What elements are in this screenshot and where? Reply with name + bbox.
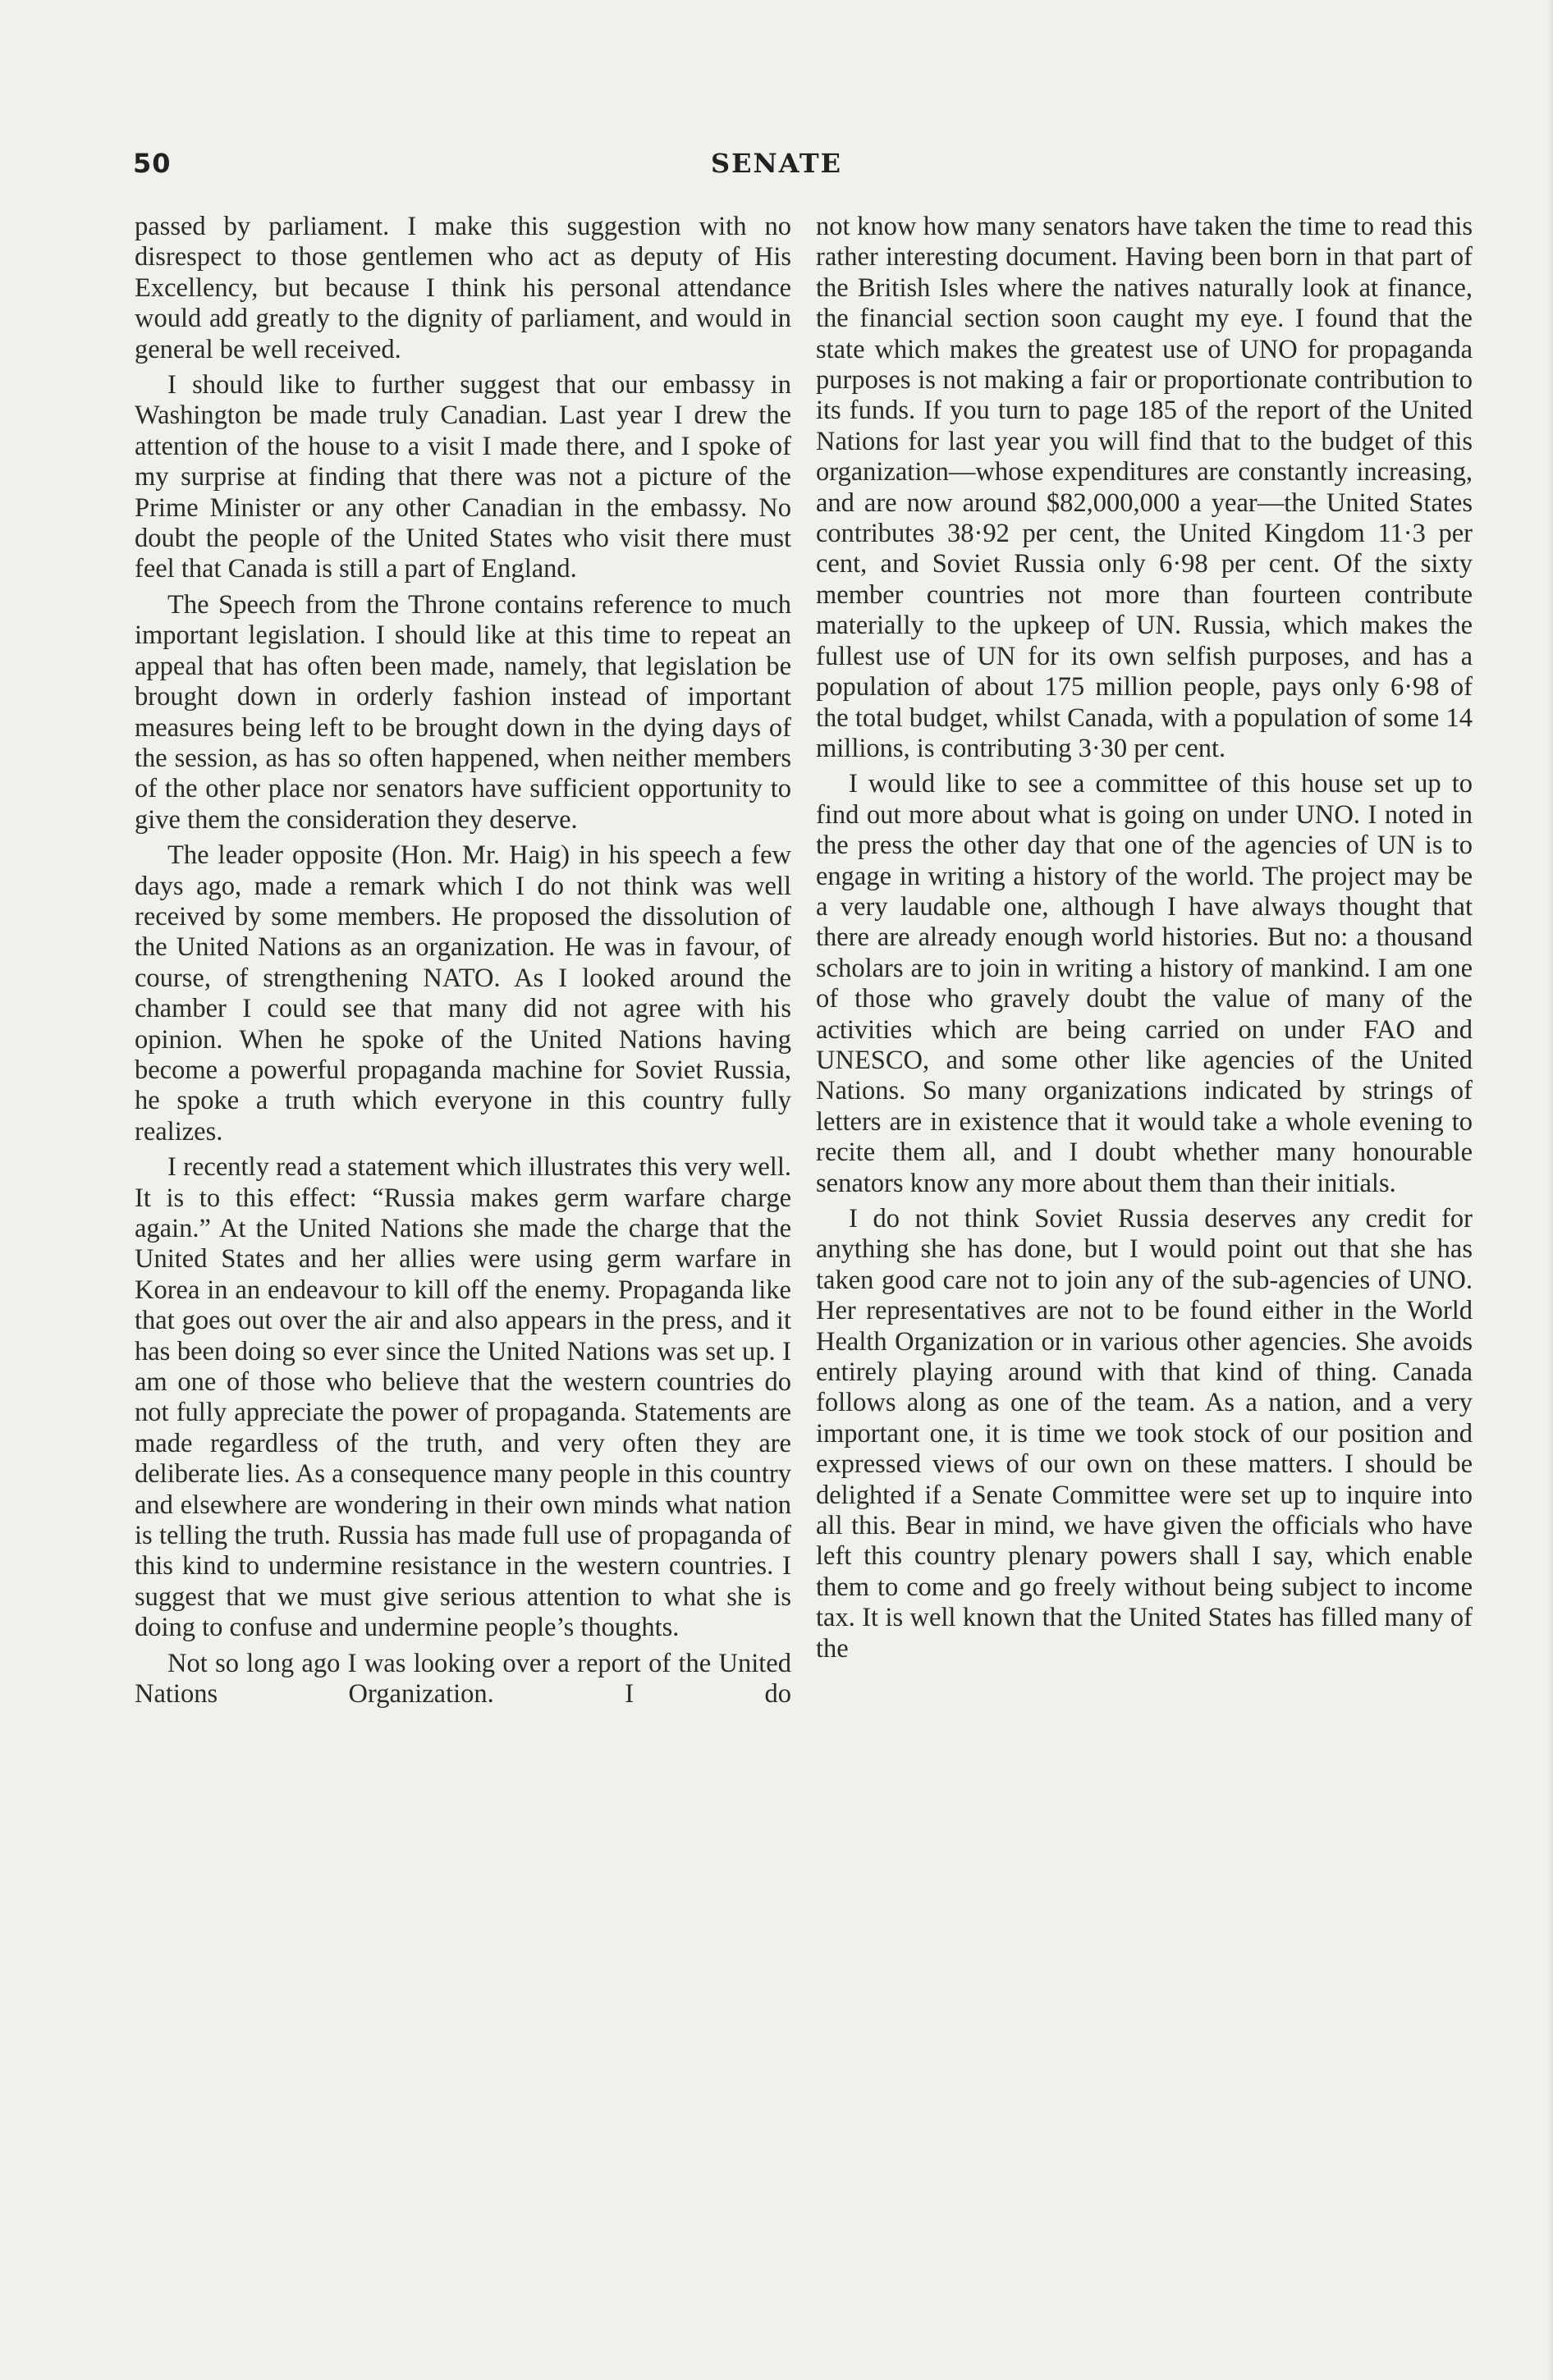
paragraph: I do not think Soviet Russia deserves any credit for anything she has done, but I would point out that she has taken good care not to join any of the sub-agencies of UNO. Her representatives are not to be found either in the World Health Organization or in various other agencies. She avoids entirely playing around with that kind of thing. Canada follows along as one of the team. As a nation, and a very important one, it is time we took stock of our position and expressed views of our own on these matters. I should be delighted if a Senate Committee were set up to inquire into all this. Bear in mind, we have given the officials who have left this country plenary powers shall I say, which enable them to come and go freely without being subject to income tax. It is well known that the United States has filled many of the bbox=[816, 1204, 1473, 1664]
paragraph: I recently read a statement which illustrates this very well. It is to this effect: “Russia makes germ warfare charge again.” At the United Nations she made the charge that the United States and her allies were using germ warfare in Korea in an endeavour to kill off the enemy. Propaganda like that goes out over the air and also appears in the press, and it has been doing so ever since the United Nations was set up. I am one of those who believe that the western countries do not fully appreciate the power of propaganda. Statements are made regardless of the truth, and very often they are deliberate lies. As a consequence many people in this country and elsewhere are wondering in their own minds what nation is telling the truth. Russia has made full use of propaganda of this kind to undermine resistance in the western countries. I suggest that we must give serious attention to what she is doing to confuse and undermine people’s thoughts. bbox=[135, 1152, 791, 1643]
right-column bbox=[816, 212, 1473, 1664]
scan-edge-shadow bbox=[1548, 0, 1553, 2380]
paragraph: I should like to further suggest that our embassy in Washington be made truly Canadian. Last year I drew the attention of the house to a visit I made there, and I spoke of my surprise at finding that there was not a picture of the Prime Minister or any other Canadian in the embassy. No doubt the people of the United States who visit there must feel that Canada is still a part of England. bbox=[135, 370, 791, 584]
paragraph: not know how many senators have taken the time to read this rather interesting document. Having been born in that part of the British Isles where the natives naturally look at finance, the financial section soon caught my eye. I found that the state which makes the greatest use of UNO for propaganda purposes is not making a fair or proportionate contribution to its funds. If you turn to page 185 of the report of the United Nations for last year you will find that to the budget of this organization—whose expenditures are constantly increasing, and are now around $82,000,000 a year—the United States contributes 38·92 per cent, the United Kingdom 11·3 per cent, and Soviet Russia only 6·98 per cent. Of the sixty member countries not more than fourteen contribute materially to the upkeep of UN. Russia, which makes the fullest use of UN for its own selfish purposes, and has a population of about 175 million people, pays only 6·98 of the total budget, whilst Canada, with a population of some 14 millions, is contributing 3·30 per cent. bbox=[816, 212, 1473, 763]
running-head: SENATE bbox=[710, 148, 843, 179]
page-number: 50 bbox=[133, 148, 172, 179]
left-column bbox=[135, 212, 791, 1710]
paragraph: passed by parliament. I make this suggestion with no disrespect to those gentlemen who act as deputy of His Excellency, but because I think his personal attendance would add greatly to the dignity of parliament, and would in general be well received. bbox=[135, 212, 791, 364]
paragraph: The leader opposite (Hon. Mr. Haig) in his speech a few days ago, made a remark which I do not think was well received by some members. He proposed the dissolution of the United Nations as an organization. He was in favour, of course, of strengthening NATO. As I looked around the chamber I could see that many did not agree with his opinion. When he spoke of the United Nations having become a powerful propaganda machine for Soviet Russia, he spoke a truth which everyone in this country fully realizes. bbox=[135, 840, 791, 1147]
paragraph: Not so long ago I was looking over a report of the United Nations Organization. I do bbox=[135, 1648, 791, 1709]
paragraph: I would like to see a committee of this house set up to find out more about what is going on under UNO. I noted in the press the other day that one of the agencies of UN is to engage in writing a history of the world. The project may be a very laudable one, although I have always thought that there are already enough world histories. But no: a thousand scholars are to join in writing a history of mankind. I am one of those who gravely doubt the value of many of the activities which are being carried on under FAO and UNESCO, and some other like agencies of the United Nations. So many organizations indicated by strings of letters are in existence that it would take a whole evening to recite them all, and I doubt whether many honourable senators know any more about them than their initials. bbox=[816, 769, 1473, 1198]
paragraph: The Speech from the Throne contains reference to much important legislation. I should like at this time to repeat an appeal that has often been made, namely, that legislation be brought down in orderly fashion instead of important measures being left to be brought down in the dying days of the session, as has so often happened, when neither members of the other place nor senators have sufficient opportunity to give them the consideration they deserve. bbox=[135, 589, 791, 835]
